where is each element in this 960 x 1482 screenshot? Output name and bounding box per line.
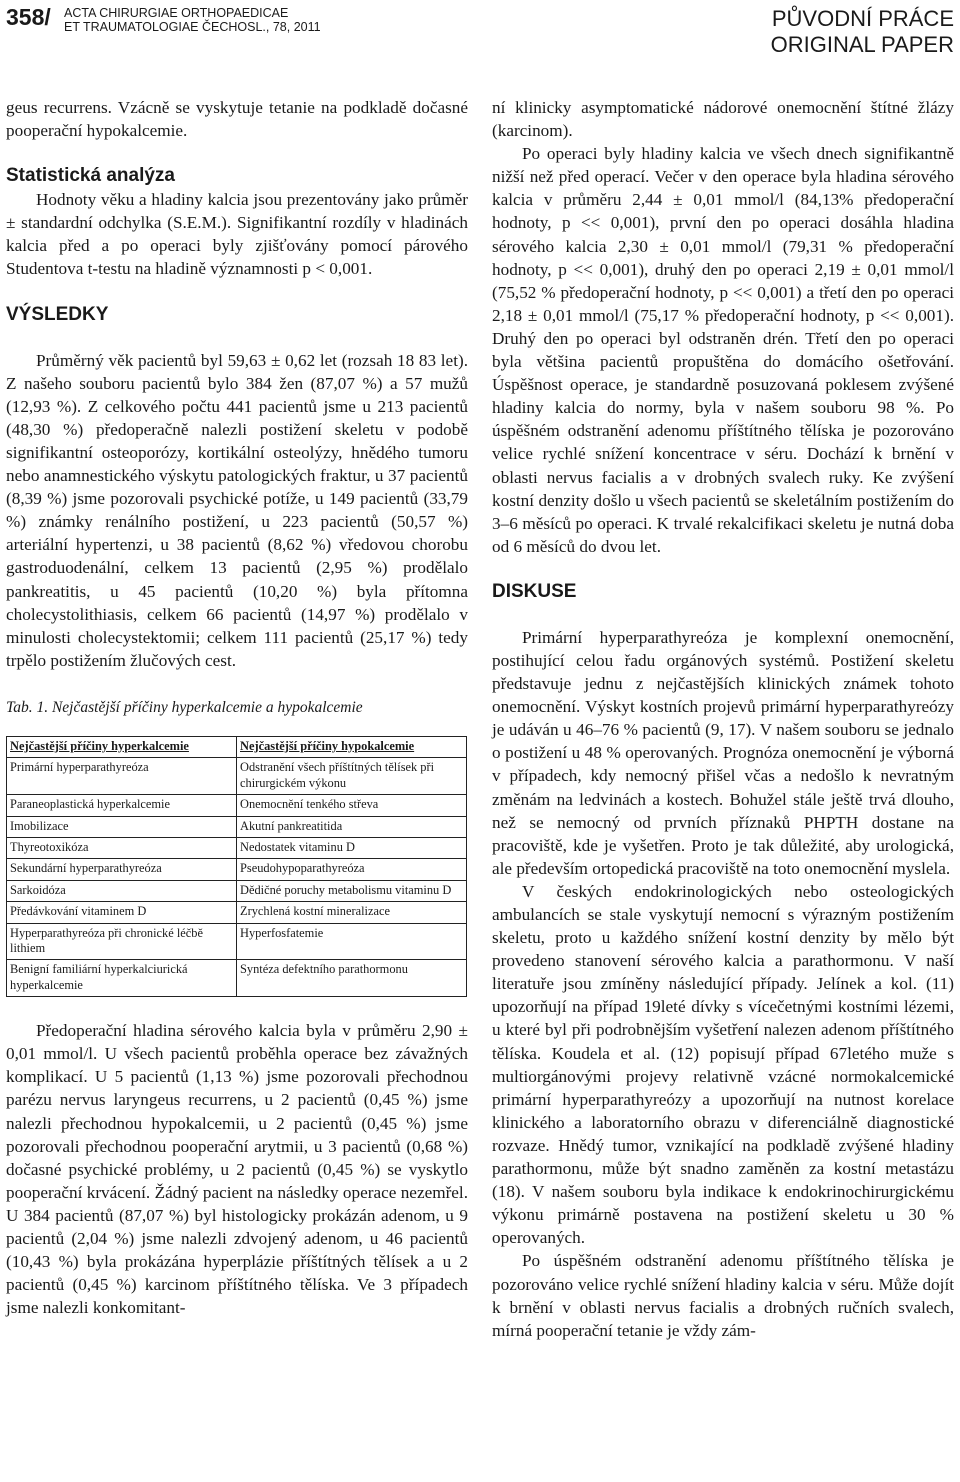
paragraph-statistics: Hodnoty věku a hladiny kalcia jsou prezentovány jako průměr ± standardní odchylka (S.E.M.). Signifikantní rozdíly v hladinách kalcia před a po operaci byly zjišťovány pomocí párového Studentova t-testu na hladině významnosti p < 0,001. [6,190,468,279]
paragraph-continued: ní klinicky asymptomatické nádorové onemocnění štítné žlázy (karcinom). [492,98,954,141]
paragraph-discussion-3: Po úspěšném odstranění adenomu příštítného tělíska je pozorováno velice rychlé snížení hladiny kalcia v séru. Může dojít k brnění v oblasti nervus facialis a drobných ručních svalech, mírná pooperační tetanie je vždy zám- [492,1251,954,1340]
table-cell-hypocalcemia: Dědičné poruchy metabolismu vitaminu D [237,880,467,901]
table-row [7,859,467,880]
table-row [7,960,467,997]
left-column [6,96,468,1319]
table-row [7,923,467,960]
table-cell-hypocalcemia: Akutní pankreatitida [237,816,467,837]
right-column [492,96,954,1342]
paragraph-discussion-2: V českých endokrinologických nebo osteologických ambulancích se stale vyskytují nemocní s výrazným postižením skeletu, proto u každého snížení kostní denzity by mělo být provedeno stanovení sérového kalcia a parathormonu. V naší literatuře jsou zmíněny následující případy. Jelínek a kol. (11) upozorňují na případ 19leté dívky s vícečetnými kostními lézemi, u které byl při podrobnějším vyšetření nalezen adenom příštítného tělíska. Koudela et al. (12) popisují případ 67letého muže s multiorgánovými projevy relativně vzácné normokalcemické primární hyperparathyreózy a upozorňují na nutnost korelace klinického a laboratorního obrazu v diferenciálně diagnostické rozvaze. Hnědý tumor, vznikající na podkladě zvýšené hladiny parathormonu, může být snadno zaměněn za kostní metastázu (18). V našem souboru byla indikace k endokrinochirurgickému výkonu primárně postavena na postižení skeletu u 30 % operovaných. [492,881,954,1248]
table-cell-hypocalcemia: Hyperfosfatemie [237,923,467,960]
paragraph-discussion-1: Primární hyperparathyreóza je komplexní onemocnění, postihující celou řadu orgánových systémů. Postižení skeletu představuje jednu z nejčastějších klinických známek tohoto onemocnění. Výskyt kostních projevů primární hyperparathyreózy je udáván u 46–76 % pacientů (9, 17). V našem souboru se jednalo o postižení u 48 % operovaných. Prognóza onemocnění je výborná v případech, kdy nemocný přišel včas a nedošlo k nevratným změnám na ledvinách a kostech. Bohužel stále ještě trvá dlouho, než se nemocný od prvních příznaků PHPTH dostane na pracoviště, kde je vyšetřen. Proto je tak důležité, aby urologická, ale především ortopedická pracoviště na toto onemocnění myslela. [492,627,954,878]
table-cell-hypocalcemia: Nedostatek vitaminu D [237,837,467,858]
causes-table [6,736,467,997]
heading-statistics: Statistická analýza [6,165,175,187]
paragraph-results: Průměrný věk pacientů byl 59,63 ± 0,62 let (rozsah 18 83 let). Z našeho souboru pacientů bylo 384 žen (87,07 %) a 57 mužů (12,93 %). Z celkového počtu 441 pacientů jsme u 213 pacientů (48,30 %) předoperačně nalezli postižení skeletu v podobě signifikantní osteoporózy, kortikální osteolýzy, hnědého tumoru nebo anamnestického výskytu patologických fraktur, u 37 pacientů (8,39 %) jsme pozorovali psychické potíže, u 149 pacientů (33,79 %) známky renálního postižení, u 223 pacientů (50,57 %) arteriální hypertenzi, u 38 pacientů (8,62 %) vředovou chorobu gastroduodenální, celkem 13 pacientů (2,95 %) prodělalo pankreatitis, u 45 pacientů (10,20 %) byla přítomna cholecystolithiasis, celkem 66 pacientů (14,97 %) prodělalo v minulosti cholecystektomii; celkem 111 pacientů (25,17 %) tedy trpělo postižením žlučových cest. [6,350,468,670]
table-cell-hypercalcemia: Sarkoidóza [7,880,237,901]
table-row [7,837,467,858]
table-cell-hypercalcemia: Hyperparathyreóza při chronické léčbě lithiem [7,923,237,960]
table-cell-hypocalcemia: Onemocnění tenkého střeva [237,795,467,816]
table-cell-hypocalcemia: Syntéza defektního parathormonu [237,960,467,997]
section-label-cz: PŮVODNÍ PRÁCE [771,6,954,31]
table-cell-hypercalcemia: Imobilizace [7,816,237,837]
paragraph-postop: Po operaci byly hladiny kalcia ve všech dnech signifikantně nižší než před operací. Večer v den operace byla hladina sérového kalcia v průměru 2,44 ± 0,01 mmol/l (84,13% předoperační hodnoty, p << 0,001), první den po operaci dosáhla hladina sérového kalcia 2,30 ± 0,01 mmol/l (79,31 % předoperační hodnoty, p << 0,001), druhý den po operaci 2,19 ± 0,01 mmol/l (75,52 % předoperační hodnoty, p << 0,001) a třetí den po operaci 2,18 ± 0,01 mmol/l (75,17 % předoperační hodnoty, p << 0,001). Druhý den po operaci byl odstraněn drén. Třetí den po operaci byla většina pacientů propuštěna do domácího ošetřování. Úspěšnost operace, je standardně posuzovaná poklesem zvýšené hladiny kalcia do normy, byla v našem souboru 98 %. Po úspěšném odstranění adenomu příštítného tělíska je pozorováno velice rychlé snížení koncentrace v séru. Dochází k brnění v oblasti nervus facialis a v drobných svalech ruky. Ke zvýšení kostní denzity došlo u všech pacientů se skeletálním postižením do 3–6 měsíců po operaci. K trvalé rekalcifikaci skeletu je nutná doba od 6 měsíců do dvou let. [492,144,954,556]
journal-name-line2: ET TRAUMATOLOGIAE ČECHOSL., 78, 2011 [64,20,321,34]
table-cell-hypercalcemia: Sekundární hyperparathyreóza [7,859,237,880]
journal-name-line1: ACTA CHIRURGIAE ORTHOPAEDICAE [64,6,289,20]
table-header-cell: Nejčastější příčiny hypokalcemie [237,736,467,757]
journal-name [64,6,321,34]
paragraph-preop: Předoperační hladina sérového kalcia byla v průměru 2,90 ± 0,01 mmol/l. U všech pacientů proběhla operace bez závažných komplikací. U 5 pacientů (1,13 %) jsme pozorovali přechodnou parézu nervus laryngeus recurrens, u 2 pacientů (0,45 %) jsme nalezli přechodnou hypokalcemii, u 2 pacientů (0,45 %) jsme pozorovali přechodnou pooperační arytmii, u 3 pacientů (0,68 %) dočasné psychické problémy, u 2 pacientů (0,45 %) se vyskytlo pooperační krvácení. Žádný pacient na následky operace nezemřel. U 384 pacientů (87,07 %) byl histologicky prokázán adenom, u 9 pacientů (2,04 %) jsme nalezli zdvojený adenom, u 46 pacientů (10,43 %) byla prokázána hyperplázie příštítných tělísek a u 2 pacientů (0,45 %) karcinom příštítného tělíska. Ve 3 případech jsme nalezli konkomitant- [6,1021,468,1318]
table-caption: Tab. 1. Nejčastější příčiny hyperkalcemie a hypokalcemie [6,698,363,716]
table-cell-hypercalcemia: Thyreotoxikóza [7,837,237,858]
table-row [7,758,467,795]
table-row [7,880,467,901]
table-cell-hypocalcemia: Odstranění všech příštítných tělísek při chirurgickém výkonu [237,758,467,795]
section-label-en: ORIGINAL PAPER [770,32,954,57]
table-cell-hypercalcemia: Primární hyperparathyreóza [7,758,237,795]
table-cell-hypercalcemia: Předávkování vitaminem D [7,902,237,923]
table-cell-hypocalcemia: Zrychlená kostní mineralizace [237,902,467,923]
table-row [7,816,467,837]
page-number: 358/ [6,4,51,30]
table-header-row [7,736,467,757]
table-row [7,902,467,923]
table-header-cell: Nejčastější příčiny hyperkalcemie [7,736,237,757]
page-header [0,0,960,64]
table-cell-hypocalcemia: Pseudohypoparathyreóza [237,859,467,880]
heading-results: VÝSLEDKY [6,303,109,325]
heading-discussion: DISKUSE [492,580,577,602]
table-cell-hypercalcemia: Paraneoplastická hyperkalcemie [7,795,237,816]
paragraph-intro: geus recurrens. Vzácně se vyskytuje tetanie na podkladě dočasné pooperační hypokalcemie. [6,98,468,141]
table-cell-hypercalcemia: Benigní familiární hyperkalciurická hyperkalcemie [7,960,237,997]
table-row [7,795,467,816]
